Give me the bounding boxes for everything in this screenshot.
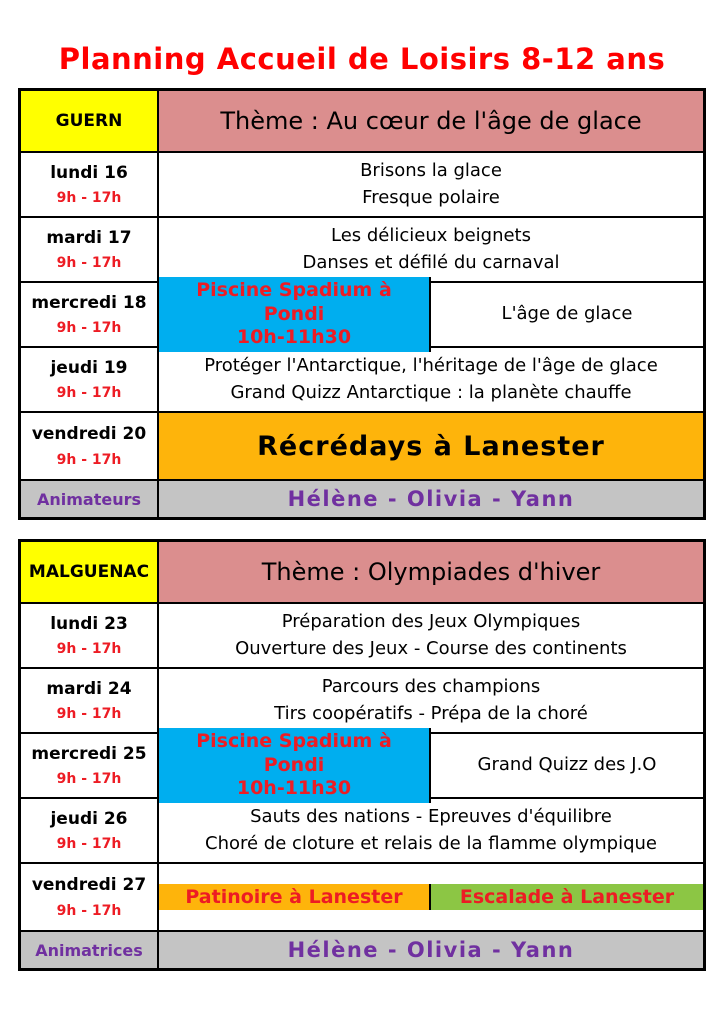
site-name-guern: GUERN — [21, 91, 159, 151]
table-guern-header — [21, 91, 703, 151]
climbing-event-cell — [431, 884, 703, 910]
activities-cell — [159, 348, 703, 411]
activity-line: Fresque polaire — [362, 186, 500, 208]
pool-outing-title: Piscine Spadium à Pondi — [196, 729, 392, 776]
site-name-malguenac: MALGUENAC — [21, 542, 159, 602]
schedule-row-jeudi-19 — [21, 346, 703, 411]
theme-title-guern: Thème : Au cœur de l'âge de glace — [159, 91, 703, 151]
day-label: mercredi 18 — [31, 293, 147, 313]
skating-event-label: Patinoire à Lanester — [185, 886, 403, 908]
staff-row-guern — [21, 479, 703, 517]
staff-role-label: Animatrices — [21, 932, 159, 968]
activity-line: Préparation des Jeux Olympiques — [281, 610, 581, 632]
staff-row-malguenac — [21, 930, 703, 968]
activities-cell — [159, 799, 703, 862]
activity-line: Ouverture des Jeux - Course des continents — [235, 637, 627, 659]
schedule-row-vendredi-20 — [21, 411, 703, 479]
activities-cell — [159, 278, 703, 349]
hours-label: 9h - 17h — [56, 771, 122, 787]
schedule-row-lundi-23 — [21, 602, 703, 667]
activity-cell — [431, 752, 703, 779]
day-cell — [21, 153, 159, 216]
day-cell — [21, 669, 159, 732]
activity-line: Les délicieux beignets — [331, 224, 531, 246]
table-malguenac-header — [21, 542, 703, 602]
pool-outing-time: 10h-11h30 — [236, 777, 352, 800]
day-cell — [21, 604, 159, 667]
day-cell — [21, 283, 159, 346]
staff-names: Hélène - Olivia - Yann — [287, 487, 575, 511]
activities-cell — [159, 153, 703, 216]
day-cell — [21, 864, 159, 930]
schedule-row-mardi-24 — [21, 667, 703, 732]
day-label: lundi 23 — [50, 614, 128, 634]
activity-line: Danses et défilé du carnaval — [302, 251, 560, 273]
day-label: jeudi 26 — [50, 809, 128, 829]
day-label: mercredi 25 — [31, 744, 147, 764]
hours-label: 9h - 17h — [56, 320, 122, 336]
pool-outing-title: Piscine Spadium à Pondi — [196, 278, 392, 325]
staff-role-label: Animateurs — [21, 481, 159, 517]
schedule-row-mercredi-18 — [21, 278, 703, 349]
day-label: mardi 24 — [46, 679, 132, 699]
day-cell — [21, 348, 159, 411]
hours-label: 9h - 17h — [56, 190, 122, 206]
schedule-row-mardi-17 — [21, 216, 703, 281]
hours-label: 9h - 17h — [56, 641, 122, 657]
pool-outing-cell — [159, 728, 431, 803]
day-cell — [21, 734, 159, 797]
day-label: vendredi 20 — [31, 424, 147, 444]
hours-label: 9h - 17h — [56, 903, 122, 919]
schedule-row-vendredi-27 — [21, 862, 703, 930]
special-event-label: Récrédays à Lanester — [257, 430, 605, 462]
hours-label: 9h - 17h — [56, 452, 122, 468]
table-guern — [18, 88, 706, 520]
schedule-row-lundi-16 — [21, 151, 703, 216]
pool-outing-time: 10h-11h30 — [236, 326, 352, 349]
activity-line: Parcours des champions — [321, 675, 541, 697]
hours-label: 9h - 17h — [56, 706, 122, 722]
activity-line: Choré de cloture et relais de la flamme olympique — [205, 832, 657, 854]
activities-cell — [159, 864, 703, 930]
hours-label: 9h - 17h — [56, 836, 122, 852]
activity-line: Grand Quizz Antarctique : la planète chauffe — [230, 381, 632, 403]
day-label: mardi 17 — [46, 228, 132, 248]
hours-label: 9h - 17h — [56, 385, 122, 401]
activity-line: Sauts des nations - Epreuves d'équilibre — [250, 805, 612, 827]
schedule-row-jeudi-26 — [21, 797, 703, 862]
day-label: jeudi 19 — [50, 358, 128, 378]
day-label: vendredi 27 — [31, 875, 147, 895]
skating-event-cell — [159, 884, 431, 910]
theme-title-malguenac: Thème : Olympiades d'hiver — [159, 542, 703, 602]
activity-line: Tirs coopératifs - Prépa de la choré — [274, 702, 588, 724]
hours-label: 9h - 17h — [56, 255, 122, 271]
day-cell — [21, 799, 159, 862]
day-label: lundi 16 — [50, 163, 128, 183]
activities-cell — [159, 218, 703, 281]
activities-cell — [159, 604, 703, 667]
special-event-cell — [159, 413, 703, 479]
day-cell — [21, 218, 159, 281]
activity-cell — [431, 301, 703, 328]
schedule-row-mercredi-25 — [21, 729, 703, 800]
page-title: Planning Accueil de Loisirs 8-12 ans — [58, 42, 666, 76]
activity-line: Protéger l'Antarctique, l'héritage de l'âge de glace — [204, 354, 658, 376]
day-cell — [21, 413, 159, 479]
pool-outing-cell — [159, 277, 431, 352]
activity-line: Brisons la glace — [360, 159, 502, 181]
table-malguenac — [18, 539, 706, 971]
staff-names: Hélène - Olivia - Yann — [287, 938, 575, 962]
activity-line: L'âge de glace — [501, 303, 633, 325]
climbing-event-label: Escalade à Lanester — [459, 886, 675, 908]
activities-cell — [159, 729, 703, 800]
activities-cell — [159, 669, 703, 732]
activity-line: Grand Quizz des J.O — [477, 754, 657, 776]
